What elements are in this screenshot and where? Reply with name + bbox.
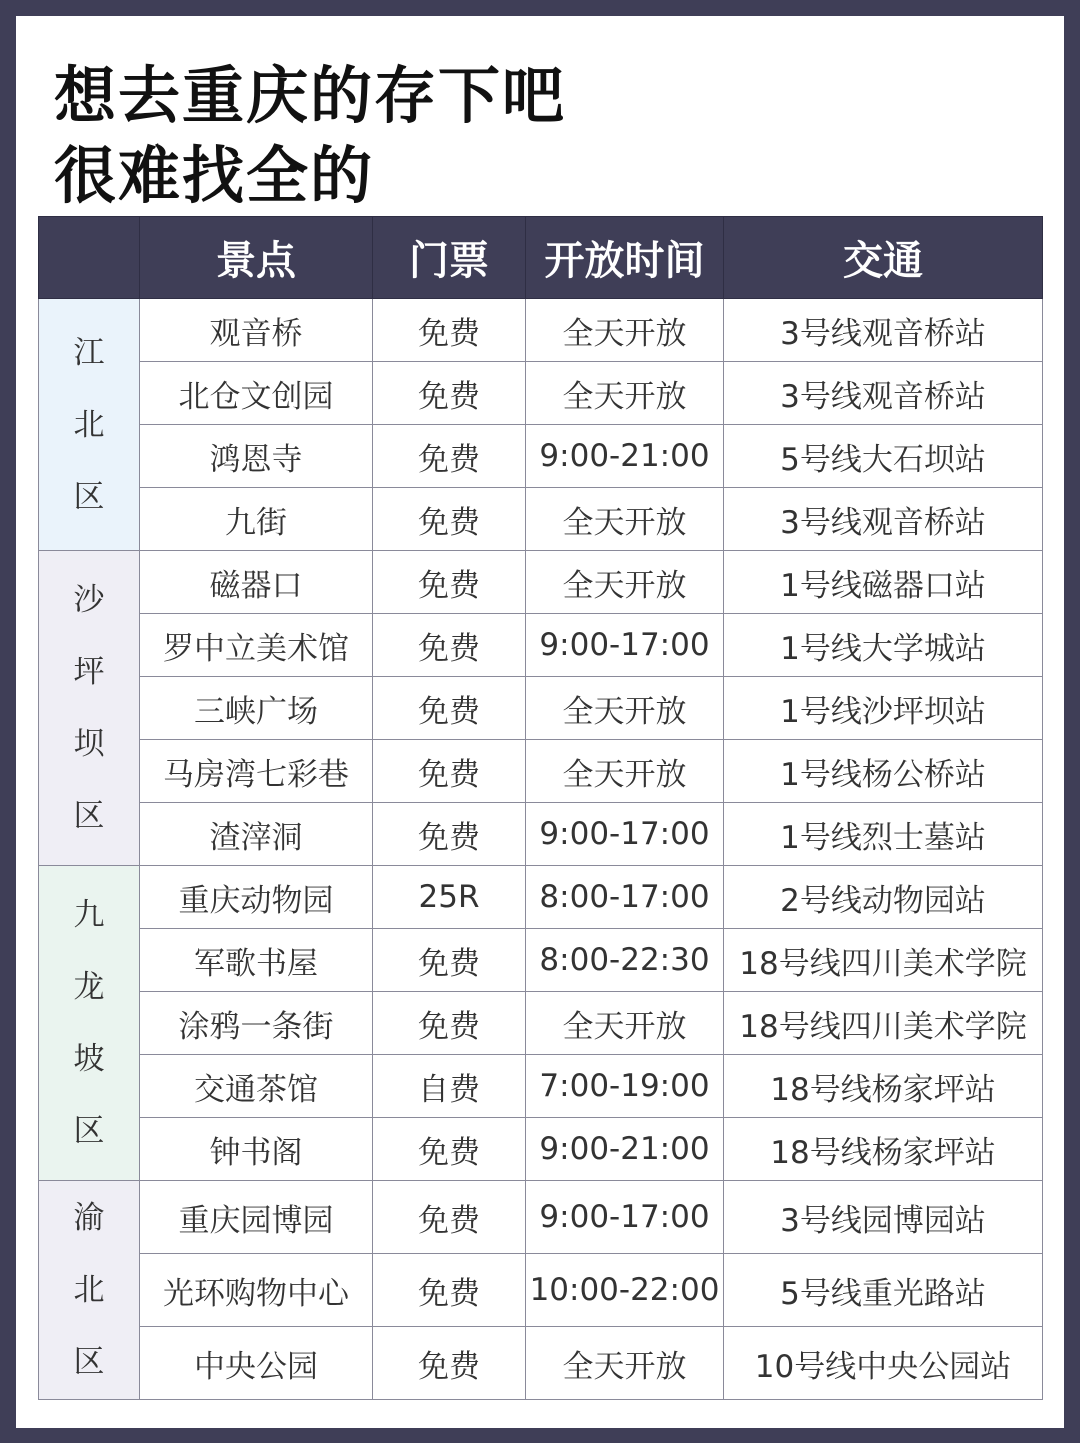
cell-hours: 9:00-17:00 — [526, 614, 724, 677]
cell-transit: 1号线杨公桥站 — [724, 740, 1043, 803]
cell-hours: 9:00-21:00 — [526, 1118, 724, 1181]
cell-spot: 三峡广场 — [140, 677, 373, 740]
cell-spot: 北仓文创园 — [140, 362, 373, 425]
cell-transit: 3号线观音桥站 — [724, 362, 1043, 425]
table-row — [39, 929, 1043, 992]
attractions-table — [38, 216, 1043, 1400]
cell-spot: 涂鸦一条街 — [140, 992, 373, 1055]
cell-hours: 全天开放 — [526, 299, 724, 362]
cell-hours: 全天开放 — [526, 488, 724, 551]
cell-ticket: 免费 — [373, 1254, 526, 1327]
header-transit: 交通 — [724, 217, 1043, 299]
table-header-row — [39, 217, 1043, 299]
cell-hours: 全天开放 — [526, 992, 724, 1055]
cell-hours: 10:00-22:00 — [526, 1254, 724, 1327]
table-row — [39, 803, 1043, 866]
cell-hours: 8:00-17:00 — [526, 866, 724, 929]
cell-ticket: 免费 — [373, 299, 526, 362]
cell-hours: 全天开放 — [526, 1327, 724, 1400]
cell-transit: 10号线中央公园站 — [724, 1327, 1043, 1400]
table-row — [39, 425, 1043, 488]
page-title — [54, 56, 566, 216]
cell-ticket: 免费 — [373, 1327, 526, 1400]
cell-ticket: 免费 — [373, 992, 526, 1055]
cell-spot: 鸿恩寺 — [140, 425, 373, 488]
cell-transit: 18号线四川美术学院 — [724, 992, 1043, 1055]
cell-ticket: 免费 — [373, 803, 526, 866]
cell-hours: 全天开放 — [526, 551, 724, 614]
header-spot: 景点 — [140, 217, 373, 299]
cell-transit: 18号线四川美术学院 — [724, 929, 1043, 992]
cell-hours: 全天开放 — [526, 740, 724, 803]
table-row — [39, 1118, 1043, 1181]
cell-transit: 5号线大石坝站 — [724, 425, 1043, 488]
cell-transit: 1号线磁器口站 — [724, 551, 1043, 614]
cell-hours: 9:00-21:00 — [526, 425, 724, 488]
cell-hours: 全天开放 — [526, 677, 724, 740]
table-row — [39, 866, 1043, 929]
cell-spot: 钟书阁 — [140, 1118, 373, 1181]
district-shapingba: 沙 坪 坝 区 — [39, 551, 140, 866]
cell-transit: 2号线动物园站 — [724, 866, 1043, 929]
cell-ticket: 免费 — [373, 425, 526, 488]
cell-transit: 5号线重光路站 — [724, 1254, 1043, 1327]
district-jiangbei: 江 北 区 — [39, 299, 140, 551]
district-jiulongpo: 九 龙 坡 区 — [39, 866, 140, 1181]
cell-transit: 1号线烈士墓站 — [724, 803, 1043, 866]
cell-transit: 1号线沙坪坝站 — [724, 677, 1043, 740]
table-row — [39, 551, 1043, 614]
cell-hours: 8:00-22:30 — [526, 929, 724, 992]
cell-ticket: 自费 — [373, 1055, 526, 1118]
table-row — [39, 488, 1043, 551]
cell-spot: 观音桥 — [140, 299, 373, 362]
cell-spot: 九街 — [140, 488, 373, 551]
cell-hours: 全天开放 — [526, 362, 724, 425]
cell-spot: 重庆动物园 — [140, 866, 373, 929]
table-row — [39, 1055, 1043, 1118]
title-line-1: 想去重庆的存下吧 — [54, 59, 567, 132]
cell-transit: 18号线杨家坪站 — [724, 1055, 1043, 1118]
table-row — [39, 740, 1043, 803]
cell-spot: 交通茶馆 — [140, 1055, 373, 1118]
cell-spot: 磁器口 — [140, 551, 373, 614]
header-hours: 开放时间 — [526, 217, 724, 299]
cell-spot: 军歌书屋 — [140, 929, 373, 992]
cell-transit: 3号线观音桥站 — [724, 488, 1043, 551]
table-row — [39, 1327, 1043, 1400]
table-row — [39, 1181, 1043, 1254]
cell-ticket: 免费 — [373, 551, 526, 614]
cell-ticket: 免费 — [373, 677, 526, 740]
cell-spot: 罗中立美术馆 — [140, 614, 373, 677]
cell-ticket: 免费 — [373, 929, 526, 992]
cell-ticket: 免费 — [373, 1118, 526, 1181]
cell-transit: 3号线园博园站 — [724, 1181, 1043, 1254]
cell-ticket: 免费 — [373, 614, 526, 677]
cell-ticket: 免费 — [373, 740, 526, 803]
cell-hours: 7:00-19:00 — [526, 1055, 724, 1118]
cell-transit: 18号线杨家坪站 — [724, 1118, 1043, 1181]
cell-transit: 1号线大学城站 — [724, 614, 1043, 677]
page-card — [16, 16, 1064, 1428]
cell-ticket: 免费 — [373, 1181, 526, 1254]
table-row — [39, 362, 1043, 425]
cell-hours: 9:00-17:00 — [526, 803, 724, 866]
cell-spot: 渣滓洞 — [140, 803, 373, 866]
cell-spot: 马房湾七彩巷 — [140, 740, 373, 803]
cell-ticket: 25R — [373, 866, 526, 929]
title-line-2: 很难找全的 — [54, 139, 375, 212]
header-district — [39, 217, 140, 299]
cell-spot: 光环购物中心 — [140, 1254, 373, 1327]
table-row — [39, 614, 1043, 677]
table-row — [39, 992, 1043, 1055]
table-row — [39, 299, 1043, 362]
cell-ticket: 免费 — [373, 362, 526, 425]
district-yubei: 渝 北 区 — [39, 1181, 140, 1400]
cell-transit: 3号线观音桥站 — [724, 299, 1043, 362]
cell-spot: 中央公园 — [140, 1327, 373, 1400]
cell-spot: 重庆园博园 — [140, 1181, 373, 1254]
cell-hours: 9:00-17:00 — [526, 1181, 724, 1254]
table-row — [39, 677, 1043, 740]
table-row — [39, 1254, 1043, 1327]
cell-ticket: 免费 — [373, 488, 526, 551]
header-ticket: 门票 — [373, 217, 526, 299]
